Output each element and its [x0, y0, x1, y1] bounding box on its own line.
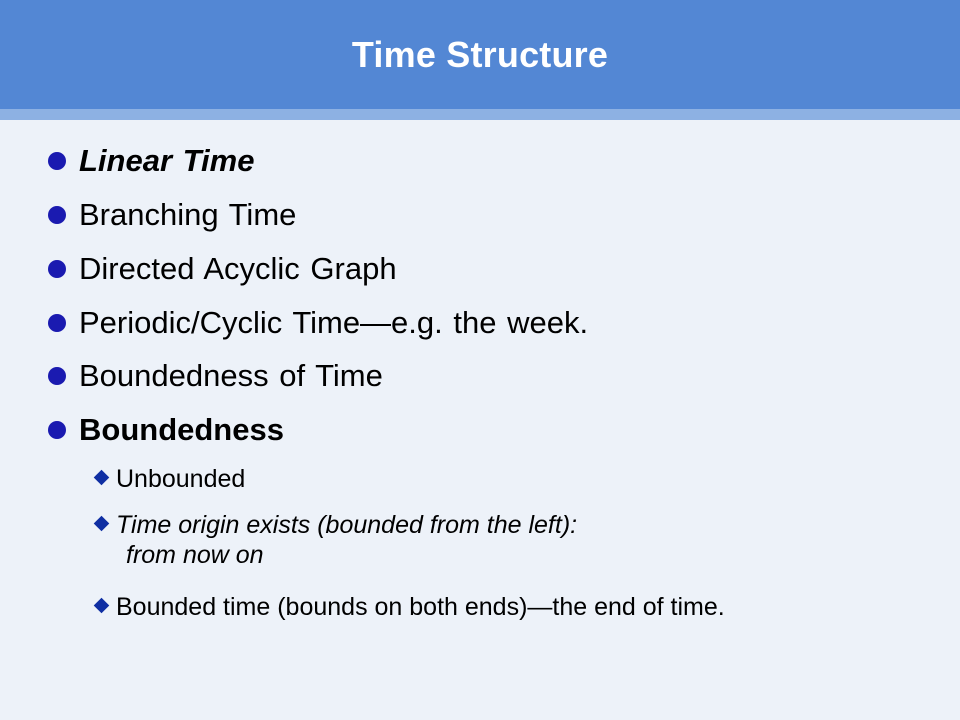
bullet-dot-icon [48, 206, 66, 224]
sub-bullet-line2: from now on [126, 541, 264, 569]
bullet-dot-icon [48, 260, 66, 278]
bullet-text: Boundedness of Time [79, 358, 383, 393]
slide-title: Time Structure [351, 33, 609, 75]
bullet-item-branching-time [48, 195, 296, 235]
bullet-item-dag [48, 249, 397, 289]
bullet-dot-icon [48, 367, 66, 385]
bullet-dot-icon [48, 314, 66, 332]
bullet-text: Boundedness [79, 412, 284, 447]
bullet-text: Periodic/Cyclic Time—e.g. the week. [79, 305, 589, 340]
sub-bullet-text [116, 510, 577, 570]
bullet-item-periodic-time [48, 303, 588, 343]
bullet-dot-icon [48, 421, 66, 439]
bullet-dot-icon [48, 152, 66, 170]
bullet-text: Branching Time [79, 197, 297, 232]
sub-bullet-line1: Time origin exists (bounded from the left): [116, 511, 578, 539]
sub-bullet-unbounded [93, 464, 245, 494]
sub-bullet-text: Bounded time (bounds on both ends)—the end of time. [116, 593, 725, 621]
bullet-item-boundedness-of-time [48, 356, 383, 396]
diamond-bullet-icon [94, 598, 110, 614]
bullet-item-linear-time [48, 141, 254, 181]
diamond-bullet-icon [94, 470, 110, 486]
bullet-item-boundedness [48, 410, 284, 450]
sub-bullet-time-origin [93, 510, 577, 570]
bullet-text: Directed Acyclic Graph [79, 251, 397, 286]
diamond-bullet-icon [94, 516, 110, 532]
sub-bullet-text: Unbounded [116, 465, 246, 493]
bullet-text: Linear Time [79, 143, 255, 178]
sub-bullet-bounded-time [93, 592, 725, 622]
